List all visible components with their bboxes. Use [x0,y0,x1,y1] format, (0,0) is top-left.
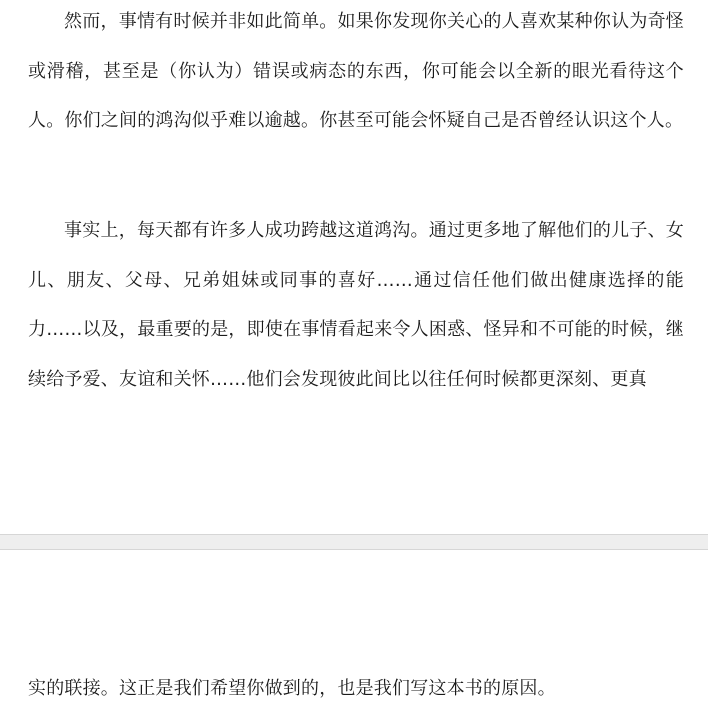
body-paragraph-continued: 实的联接。这正是我们希望你做到的，也是我们写这本书的原因。 [28,678,556,699]
body-paragraph: 然而，事情有时候并非如此简单。如果你发现你关心的人喜欢某种你认为奇怪或滑稽，甚至是（你认为）错误或病态的东西，你可能会以全新的眼光看待这个人。你们之间的鸿沟似乎难以逾越。你甚至可能会怀疑自己是否曾经认识这个人。 [28,11,684,131]
document-page-2 [0,550,708,714]
body-paragraph: 事实上，每天都有许多人成功跨越这道鸿沟。通过更多地了解他们的儿子、女儿、朋友、父母、兄弟姐妹或同事的喜好……通过信任他们做出健康选择的能力……以及，最重要的是，即使在事情看起来令人困惑、怪异和不可能的时候，继续给予爱、友谊和关怀……他们会发现彼此间比以往任何时候都更深刻、更真 [28,220,684,390]
page-break-divider [0,534,708,550]
